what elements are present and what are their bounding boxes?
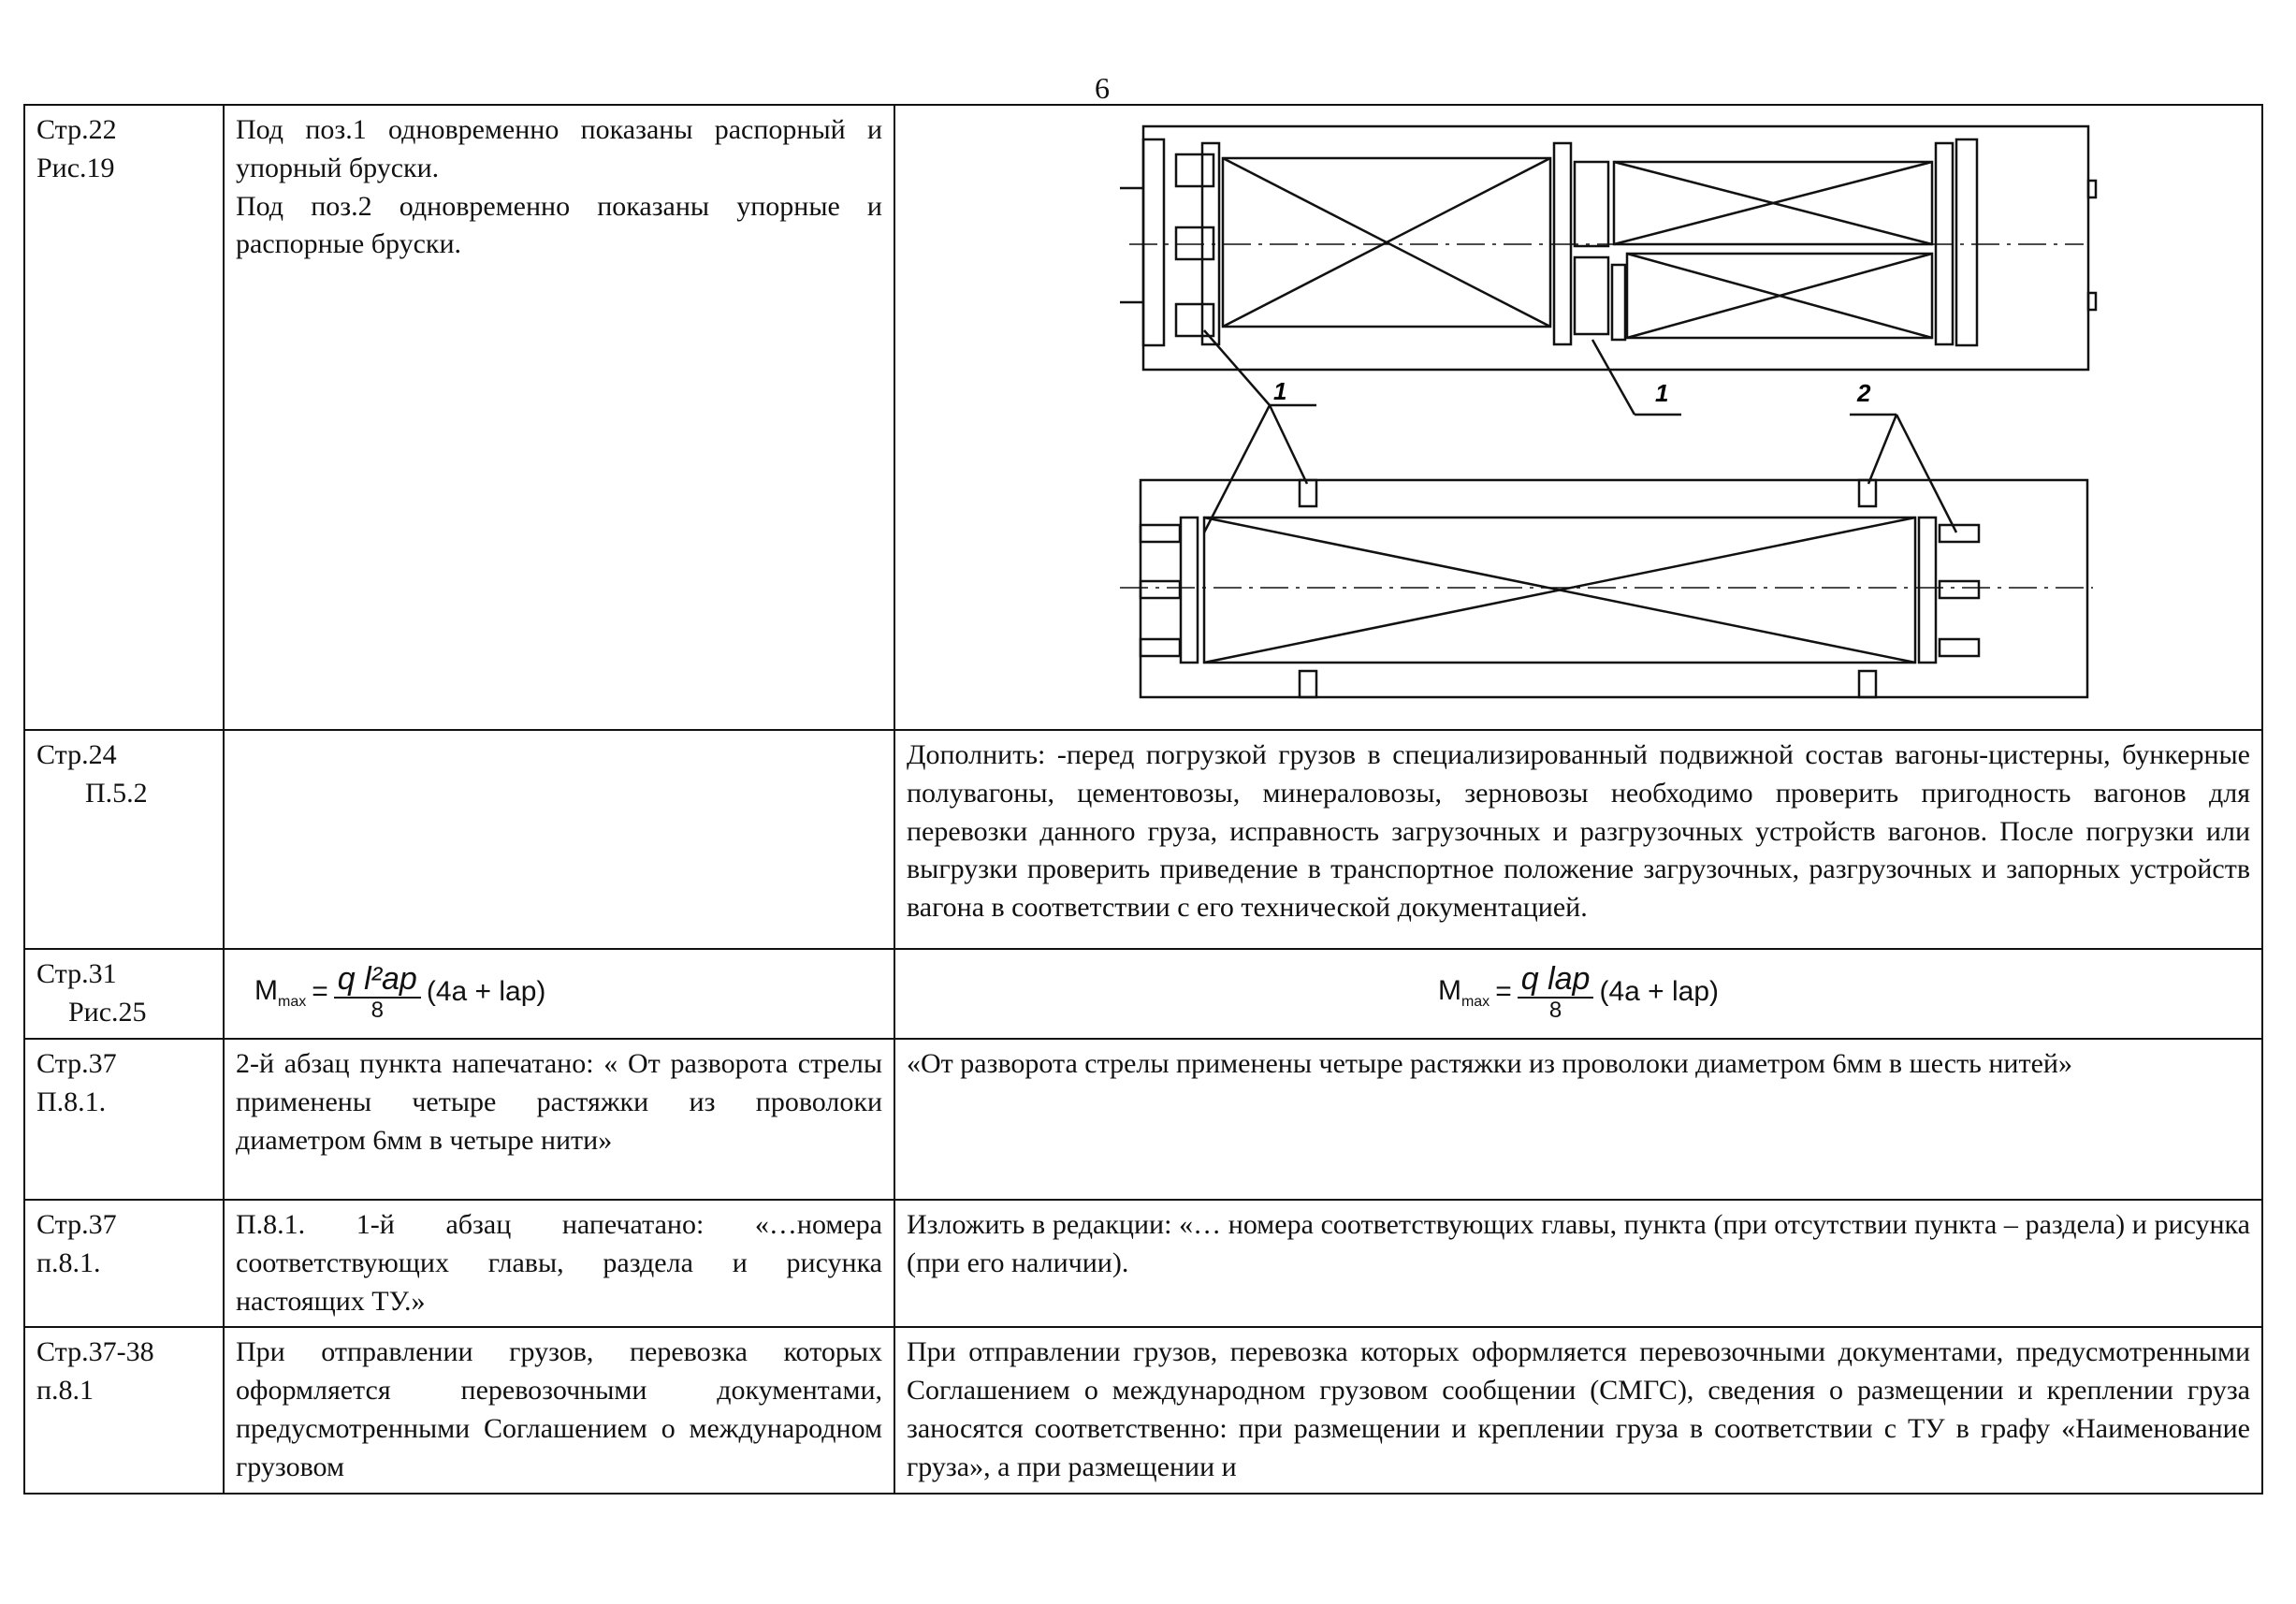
- ref-cell: [24, 949, 224, 1039]
- page-ref: Стр.24: [36, 739, 117, 770]
- callout-label: 1: [1273, 377, 1287, 405]
- side-stop: [1859, 671, 1876, 697]
- correction-text-cell: Дополнить: -перед погрузкой грузов в специализированный подвижной состав вагоны-цистерны, бункерные полувагоны, цементовозы, минераловозы, зерновозы необходимо проверить пригодность вагонов для перевозки данного груза, исправность загрузочных и разгрузочных устройств вагонов. После погрузки или выгрузки проверить приведение в транспортное положение загрузочных, разгрузочных и запорных устройств вагона в соответствии с его технической документацией.: [894, 730, 2262, 949]
- mid-spacer-bar: [1575, 162, 1608, 246]
- bottom-spacer-bar: [1141, 581, 1180, 598]
- ref-cell: [24, 1200, 224, 1327]
- page-number: 6: [1095, 71, 1110, 105]
- correction-text-cell: При отправлении грузов, перевозка которых оформляется перевозочными документами, предусмотренными Соглашением о международном грузовом сообщении (СМГС), сведения о размещении и креплении груза заносятся соответственно: при размещении и креплении груза в соответствии с ТУ в графу «Наименование груза», а при размещении и: [894, 1327, 2262, 1493]
- page-ref: Стр.37: [36, 1209, 117, 1240]
- top-end-bar: [1143, 139, 1164, 345]
- note-text: Под поз.1 одновременно показаны распорный и упорный бруски.: [236, 114, 882, 183]
- ref-cell: [24, 1327, 224, 1493]
- formula-fraction: $\frac{\text{q l²ар}}{8}$: [334, 963, 421, 1022]
- bottom-stop-bar: [1919, 518, 1936, 663]
- formula-eq: =: [1495, 976, 1512, 1008]
- right-end-bar: [1956, 139, 1977, 345]
- bottom-spacer-bar: [1141, 639, 1180, 656]
- ref-cell: [24, 105, 224, 730]
- callout-label: 2: [1857, 379, 1871, 407]
- printed-text-cell: 2-й абзац пункта напечатано: « От разворота стрелы применены четыре растяжки из проволоки диаметром 6мм в четыре нити»: [224, 1039, 894, 1200]
- top-spacer-bar: [1176, 227, 1213, 259]
- corrected-formula-cell: [894, 949, 2262, 1039]
- page-ref: Стр.22: [36, 114, 117, 145]
- printed-text-cell: П.8.1. 1-й абзац напечатано: «…номера соответствующих главы, раздела и рисунка настоящих ТУ.»: [224, 1200, 894, 1327]
- page-ref: Стр.37-38: [36, 1336, 154, 1368]
- side-stop: [1300, 480, 1316, 506]
- correction-text-cell: Изложить в редакции: «… номера соответствующих главы, пункта (при отсутствии пункта – раздела) и рисунка (при его наличии).: [894, 1200, 2262, 1327]
- bottom-spacer-bar: [1940, 639, 1979, 656]
- ref-cell: [24, 730, 224, 949]
- formula-lhs: $M_{max}$: [254, 975, 307, 1011]
- correction-text-cell: «От разворота стрелы применены четыре растяжки из проволоки диаметром 6мм в шесть нитей»: [894, 1039, 2262, 1200]
- corrections-table: [23, 104, 2263, 1495]
- printed-text-cell: [224, 730, 894, 949]
- bottom-stop-bar: [1181, 518, 1198, 663]
- top-spacer-bar: [1176, 154, 1213, 186]
- formula-lhs: $M_{max}$: [1437, 975, 1490, 1011]
- bottom-spacer-bar: [1940, 525, 1979, 542]
- bottom-spacer-bar: [1940, 581, 1979, 598]
- figure-ref: Рис.19: [36, 152, 115, 183]
- table-row: [24, 105, 2262, 730]
- table-row: [24, 1039, 2262, 1200]
- printed-text-cell: При отправлении грузов, перевозка которых оформляется перевозочными документами, предусмотренными Соглашением о международном грузовом: [224, 1327, 894, 1493]
- table-row: [24, 1200, 2262, 1327]
- callout-label: 1: [1655, 379, 1669, 407]
- clause-ref: П.8.1.: [36, 1086, 107, 1117]
- side-stop: [1300, 671, 1316, 697]
- table-row: [24, 730, 2262, 949]
- drawing-cell: [894, 105, 2262, 730]
- page-ref: Стр.31: [36, 958, 117, 989]
- page-ref: Стр.37: [36, 1048, 117, 1079]
- ref-cell: [24, 1039, 224, 1200]
- bottom-spacer-bar: [1141, 525, 1180, 542]
- formula-tail: (4a + lар): [426, 976, 546, 1008]
- formula-printed: [254, 963, 545, 1022]
- side-stop: [1859, 480, 1876, 506]
- cargo-placement-drawing: [895, 106, 2261, 727]
- printed-formula-cell: [224, 949, 894, 1039]
- printed-text-cell: [224, 105, 894, 730]
- top-spacer-bar: [1176, 304, 1213, 336]
- clause-ref: п.8.1.: [36, 1247, 101, 1278]
- mid-spacer-bar: [1575, 257, 1608, 334]
- table-row: [24, 949, 2262, 1039]
- formula-eq: =: [312, 976, 328, 1008]
- formula-fraction: $\frac{\text{q lар}}{8}$: [1518, 963, 1594, 1022]
- mid-stop-bar: [1612, 265, 1625, 340]
- clause-ref: п.8.1: [36, 1375, 94, 1407]
- note-text: Под поз.2 одновременно показаны упорные и распорные бруски.: [236, 190, 882, 260]
- figure-ref: Рис.25: [68, 996, 147, 1028]
- clause-ref: П.5.2: [85, 777, 148, 809]
- formula-tail: (4a + lар): [1599, 976, 1720, 1008]
- table-row: [24, 1327, 2262, 1493]
- formula-corrected: [1438, 963, 1719, 1022]
- top-stop-bar: [1202, 143, 1219, 344]
